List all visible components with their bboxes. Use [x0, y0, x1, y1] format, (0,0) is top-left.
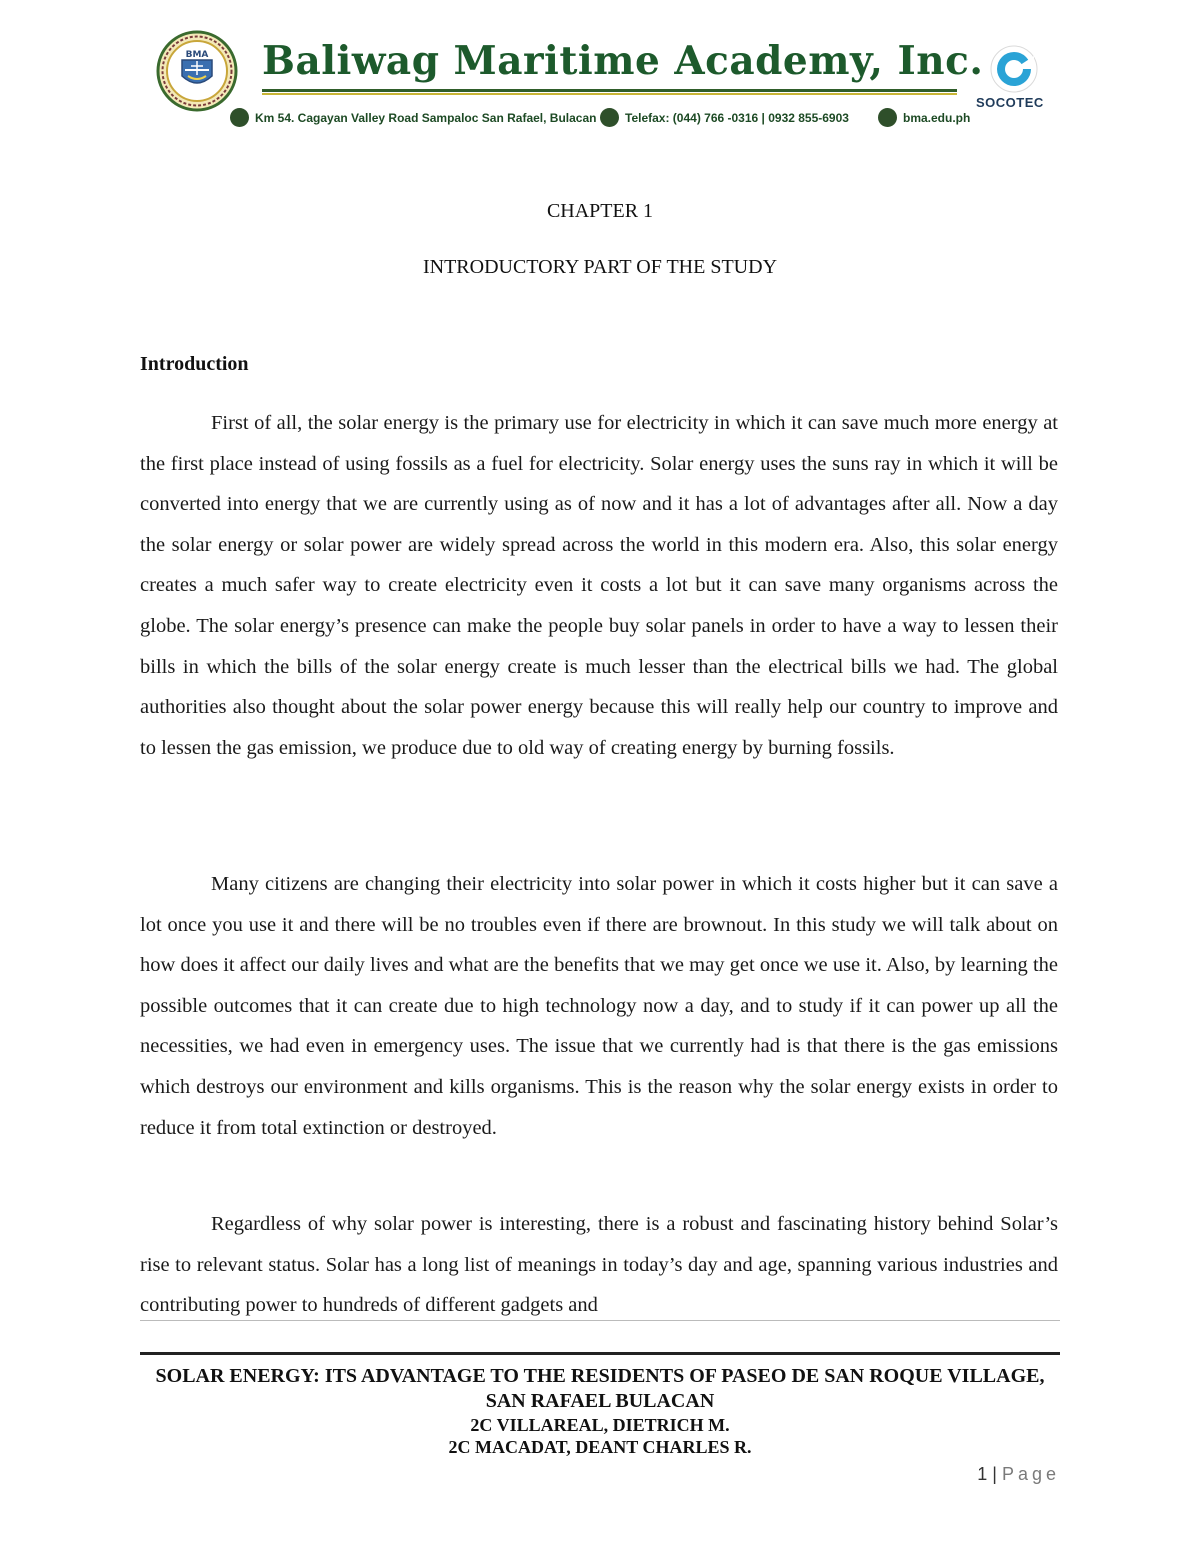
author-name: 2C VILLAREAL, DIETRICH M.	[470, 1415, 730, 1435]
page-number	[977, 1464, 1060, 1485]
phone-icon	[600, 108, 619, 127]
text-area-divider	[140, 1320, 1060, 1321]
address-contact	[230, 108, 596, 127]
chapter-heading: CHAPTER 1	[546, 200, 654, 222]
footer-study-title: SOLAR ENERGY: ITS ADVANTAGE TO THE RESIDENTS OF PASEO DE SAN ROQUE VILLAGE, SAN RAFAEL BULACAN	[155, 1365, 1045, 1412]
globe-icon	[878, 108, 897, 127]
page-number-value: 1	[977, 1464, 988, 1484]
contact-bar	[230, 108, 990, 130]
paragraph: Many citizens are changing their electricity into solar power in which it costs higher but it can save a lot once you use it and there will be no troubles even if there are brownout. In this study we will talk about on how does it affect our daily lives and what are the benefits that we may get once we use it. Also, by learning the possible outcomes that it can create due to high technology now a day, and to study if it can power up all the necessities, we had even in emergency uses. The issue that we currently had is that there is the gas emissions which destroys our environment and kills organisms. This is the reason why the solar energy exists in order to reduce it from total extinction or destroyed.	[140, 873, 1058, 1139]
footer-rule	[140, 1352, 1060, 1355]
paragraph: First of all, the solar energy is the primary use for electricity in which it can save much more energy at the first place instead of using fossils as a fuel for electricity. Solar energy uses the suns ray in which it will be converted into energy that we are currently using as of now and it has a lot of advantages after all. Now a day the solar energy or solar power are widely spread across the world in this modern era. Also, this solar energy creates a much safer way to create electricity even it costs a lot but it can save many organisms across the globe. The solar energy’s presence can make the people buy solar panels in order to have a way to lessen their bills in which the bills of the solar energy create is much lesser than the electrical bills we had. The global authorities also thought about the solar power energy because this will really help our country to improve and to lessen the gas emission, we produce due to old way of creating energy by burning fossils.	[140, 412, 1058, 759]
socotec-label: SOCOTEC	[976, 95, 1044, 110]
page-number-separator: |	[987, 1464, 1002, 1484]
telefax-text: Telefax: (044) 766 -0316 | 0932 855-6903	[625, 110, 849, 125]
header-rule-accent	[262, 93, 957, 95]
seal-text: BMA	[185, 50, 209, 60]
telefax-contact	[600, 108, 849, 127]
letterhead	[150, 24, 1060, 134]
socotec-certification-logo	[968, 44, 1060, 134]
chapter-subtitle: INTRODUCTORY PART OF THE STUDY	[422, 256, 778, 278]
academy-seal-logo	[156, 30, 238, 112]
header-rule	[262, 89, 957, 92]
website-contact	[878, 108, 970, 127]
section-heading: Introduction	[140, 353, 249, 375]
footer-authors	[140, 1414, 1060, 1458]
author-name: 2C MACADAT, DEANT CHARLES R.	[448, 1437, 752, 1457]
location-pin-icon	[230, 108, 249, 127]
website-text: bma.edu.ph	[903, 110, 971, 125]
address-text: Km 54. Cagayan Valley Road Sampaloc San Rafael, Bulacan	[255, 110, 597, 125]
paragraph: Regardless of why solar power is interesting, there is a robust and fascinating history behind Solar’s rise to relevant status. Solar has a long list of meanings in today’s day and age, spanning various industries and contributing power to hundreds of different gadgets and	[140, 1213, 1058, 1317]
page-label: Page	[1001, 1464, 1060, 1484]
organization-name: Baliwag Maritime Academy, Inc.	[262, 38, 984, 84]
